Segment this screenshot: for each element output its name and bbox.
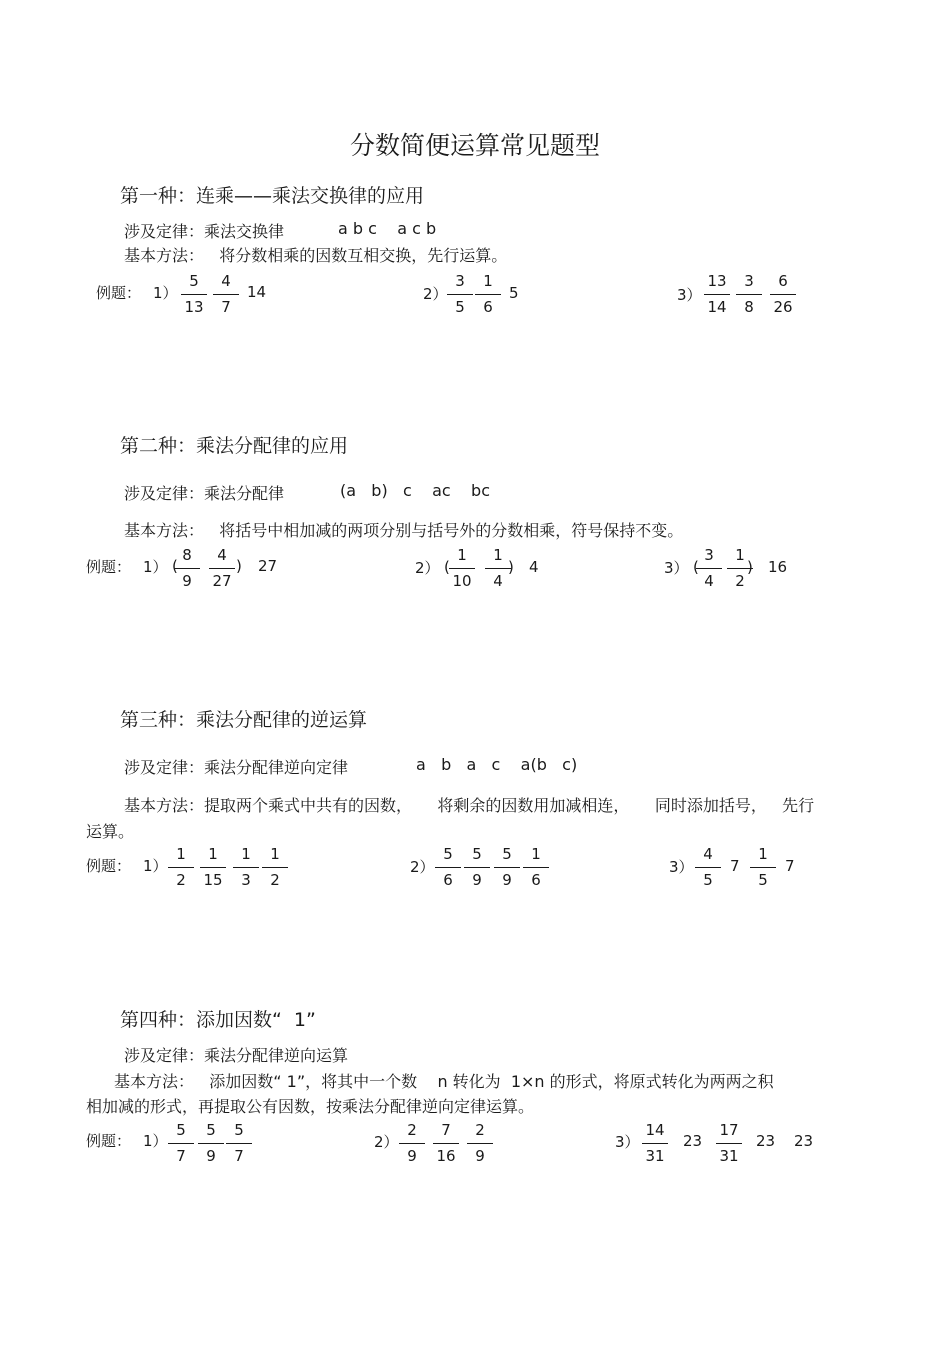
s1-p1-tail: 14 <box>247 283 267 301</box>
s3-p3-frac-2: 1 5 <box>746 845 780 895</box>
s4-p3-tail: 23 <box>756 1132 776 1150</box>
s4-p2-frac-2: 7 16 <box>429 1121 463 1171</box>
s1-p3-frac-3: 6 26 <box>766 272 800 322</box>
section-4-example-label: 例题： <box>86 1132 132 1150</box>
s4-p2-label: 2） <box>374 1133 399 1151</box>
s2-p2-frac-2: 1 4 <box>481 546 515 596</box>
section-3-law-formula: a b a c a(b c) <box>416 755 578 774</box>
s3-p2-frac-3: 5 9 <box>490 845 524 895</box>
page-title: 分数简便运算常见题型 <box>349 131 600 160</box>
s2-p2-label: 2） <box>415 559 440 577</box>
section-2-heading: 第二种：乘法分配律的应用 <box>120 435 349 457</box>
s3-p1-frac-1: 1 2 <box>164 845 198 895</box>
s2-p2-paren-close: ) <box>508 558 514 576</box>
s1-p2-tail: 5 <box>509 284 519 302</box>
s2-p1-tail: 27 <box>258 557 278 575</box>
s4-p1-frac-3: 5 7 <box>222 1121 256 1171</box>
s2-p3-frac-2: 1 2 <box>723 546 757 596</box>
section-4-method-line-2: 相加减的形式，再提取公有因数，按乘法分配律逆向定律运算。 <box>86 1097 535 1116</box>
section-1-method: 基本方法： 将分数相乘的因数互相交换，先行运算。 <box>124 246 508 265</box>
section-1-law-formula: a b c a c b <box>338 219 437 238</box>
s2-p2-paren-open: ( <box>444 558 450 576</box>
s2-p2-tail: 4 <box>529 558 539 576</box>
s4-p3-label: 3） <box>615 1133 640 1151</box>
section-1-heading: 第一种：连乘——乘法交换律的应用 <box>120 185 425 207</box>
section-2-method: 基本方法： 将括号中相加减的两项分别与括号外的分数相乘，符号保持不变。 <box>124 521 684 540</box>
s1-p3-frac-1: 13 14 <box>700 272 734 322</box>
s3-p3-frac-1: 4 5 <box>691 845 725 895</box>
s2-p3-label: 3） <box>664 559 689 577</box>
s3-p2-frac-1: 5 6 <box>431 845 465 895</box>
s3-p3-label: 3） <box>669 858 694 876</box>
section-2-example-label: 例题： <box>86 558 132 576</box>
s1-p3-frac-2: 3 8 <box>732 272 766 322</box>
s2-p3-paren-close: ) <box>747 558 753 576</box>
s4-p3-mid: 23 <box>683 1132 703 1150</box>
section-2-law-formula: (a b) c ac bc <box>340 481 490 500</box>
section-3-method-line-1: 基本方法：提取两个乘式中共有的因数， 将剩余的因数用加减相连， 同时添加括号， 先行 <box>124 796 815 815</box>
s3-p1-frac-2: 1 15 <box>196 845 230 895</box>
section-4-heading: 第四种：添加因数“ 1” <box>120 1009 316 1031</box>
s3-p1-frac-4: 1 2 <box>258 845 292 895</box>
s1-p1-label: 1） <box>153 284 178 302</box>
s4-p1-frac-1: 5 7 <box>164 1121 198 1171</box>
s3-p2-label: 2） <box>410 858 435 876</box>
s4-p3-tail-2: 23 <box>794 1132 814 1150</box>
s2-p1-frac-1: 8 9 <box>170 546 204 596</box>
s1-p2-frac-1: 3 5 <box>443 272 477 322</box>
section-4-law: 涉及定律：乘法分配律逆向运算 <box>124 1046 349 1065</box>
s3-p3-mid: 7 <box>730 857 740 875</box>
s1-p2-frac-2: 1 6 <box>471 272 505 322</box>
section-1-example-label: 例题： <box>96 284 142 302</box>
s1-p1-frac-2: 4 7 <box>209 272 243 322</box>
s2-p1-frac-2: 4 27 <box>205 546 239 596</box>
section-2-law: 涉及定律：乘法分配律 <box>124 484 285 503</box>
s4-p1-frac-2: 5 9 <box>194 1121 228 1171</box>
s4-p2-frac-3: 2 9 <box>463 1121 497 1171</box>
s3-p1-label: 1） <box>143 857 168 875</box>
section-1-law: 涉及定律：乘法交换律 <box>124 222 285 241</box>
s1-p1-frac-1: 5 13 <box>177 272 211 322</box>
s2-p1-paren-close: ) <box>236 557 242 575</box>
s4-p3-frac-1: 14 31 <box>638 1121 672 1171</box>
s2-p1-paren-open: ( <box>172 557 178 575</box>
s4-p2-frac-1: 2 9 <box>395 1121 429 1171</box>
s3-p3-tail: 7 <box>785 857 795 875</box>
section-3-law: 涉及定律：乘法分配律逆向定律 <box>124 758 349 777</box>
section-4-method-line-1: 基本方法： 添加因数“ 1”，将其中一个数 n 转化为 1×n 的形式，将原式转化为两两之积 <box>114 1072 774 1091</box>
s3-p2-frac-2: 5 9 <box>460 845 494 895</box>
s2-p1-label: 1） <box>143 558 168 576</box>
section-3-example-label: 例题： <box>86 857 132 875</box>
section-3-method-line-2: 运算。 <box>86 822 135 841</box>
s4-p1-label: 1） <box>143 1132 168 1150</box>
s3-p2-frac-4: 1 6 <box>519 845 553 895</box>
s4-p3-frac-2: 17 31 <box>712 1121 746 1171</box>
s2-p3-tail: 16 <box>768 558 788 576</box>
section-3-heading: 第三种：乘法分配律的逆运算 <box>120 709 368 731</box>
s2-p3-frac-1: 3 4 <box>692 546 726 596</box>
s3-p1-frac-3: 1 3 <box>229 845 263 895</box>
s2-p3-paren-open: ( <box>693 558 699 576</box>
s1-p2-label: 2） <box>423 285 448 303</box>
s2-p2-frac-1: 1 10 <box>445 546 479 596</box>
s1-p3-label: 3） <box>677 286 702 304</box>
